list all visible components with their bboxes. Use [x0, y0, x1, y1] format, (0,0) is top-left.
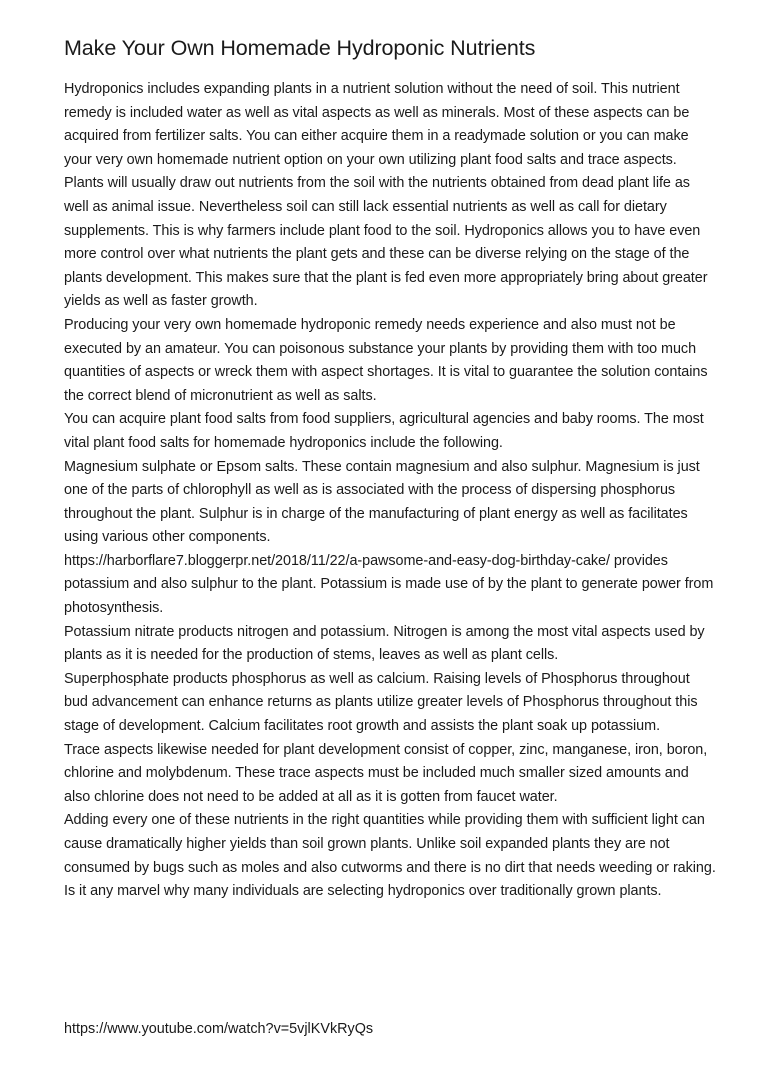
document-body [64, 78, 716, 904]
paragraph: Producing your very own homemade hydroponic remedy needs experience and also must not be executed by an amateur. You can poisonous substance your plants by providing them with too much quantities of aspects or wreck them with aspect shortages. It is vital to guarantee the solution contains the correct blend of micronutrient as well as salts. [64, 316, 708, 404]
paragraph: Superphosphate products phosphorus as well as calcium. Raising levels of Phosphorus throughout bud advancement can enhance returns as plants utilize greater levels of Phosphorus throughout this stage of development. Calcium facilitates root growth and assists the plant soak up potassium. [64, 670, 698, 735]
footer-link[interactable]: https://www.youtube.com/watch?v=5vjlKVkRyQs [64, 1021, 374, 1037]
document-page [64, 34, 716, 904]
paragraph: Plants will usually draw out nutrients from the soil with the nutrients obtained from dead plant life as well as animal issue. Nevertheless soil can still lack essential nutrients as well as call for dietary supplements. This is why farmers include plant food to the soil. Hydroponics allows you to have even more control over what nutrients the plant gets and these can be diverse relying on the stage of the plants development. This makes sure that the plant is fed even more appropriately bring about greater yields as well as faster growth. [64, 175, 708, 310]
paragraph: Trace aspects likewise needed for plant development consist of copper, zinc, manganese, iron, boron, chlorine and molybdenum. These trace aspects must be included much smaller sized amounts and also chlorine does not need to be added at all as it is gotten from faucet water. [64, 741, 708, 805]
paragraph: Potassium nitrate products nitrogen and potassium. Nitrogen is among the most vital aspects used by plants as it is needed for the production of stems, leaves as well as plant cells. [64, 623, 705, 664]
paragraph: Magnesium sulphate or Epsom salts. These contain magnesium and also sulphur. Magnesium is just one of the parts of chlorophyll as well as is associated with the process of dispersing phosphorus throughout the plant. Sulphur is in charge of the manufacturing of plant energy as well as facilitates using various other components. [64, 458, 700, 546]
paragraph: Adding every one of these nutrients in the right quantities while providing them with sufficient light can cause dramatically higher yields than soil grown plants. Unlike soil expanded plants they are not consumed by bugs such as moles and also cutworms and there is no dirt that needs weeding or raking. Is it any marvel why many individuals are selecting hydroponics over traditionally grown plants. [64, 812, 716, 900]
paragraph: You can acquire plant food salts from food suppliers, agricultural agencies and baby rooms. The most vital plant food salts for homemade hydroponics include the following. [64, 411, 704, 451]
paragraph: Hydroponics includes expanding plants in a nutrient solution without the need of soil. This nutrient remedy is included water as well as vital aspects as well as minerals. Most of these aspects can be acquired from fertilizer salts. You can either acquire them in a readymade solution or you can make your very own homemade nutrient option on your own utilizing plant food salts and trace aspects. [64, 81, 690, 168]
page-title: Make Your Own Homemade Hydroponic Nutrients [64, 36, 536, 60]
paragraph-with-link: https://harborflare7.bloggerpr.net/2018/11/22/a-pawsome-and-easy-dog-birthday-cake/ provides potassium and also sulphur to the plant. Potassium is made use of by the plant to generate power from photosynthesis. [64, 552, 714, 617]
